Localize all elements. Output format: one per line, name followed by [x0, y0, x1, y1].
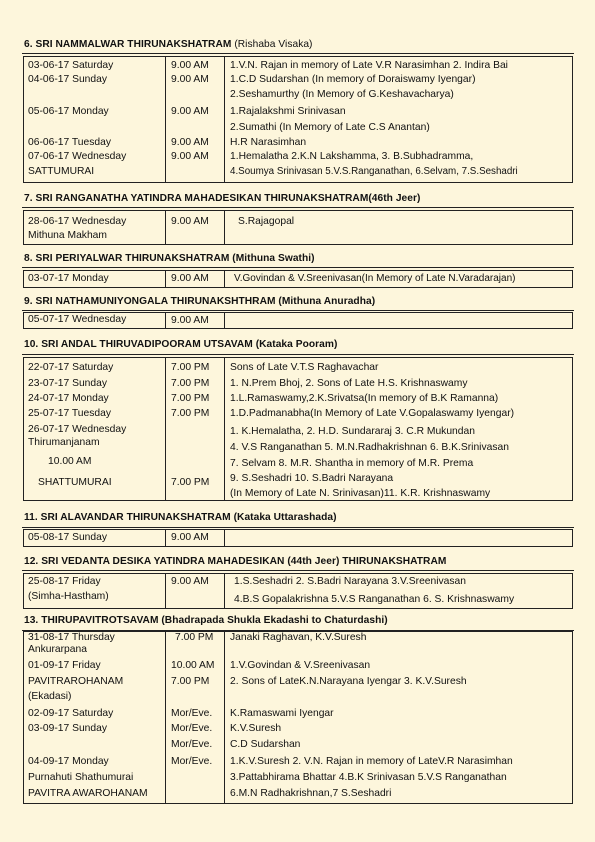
- sponsor-cell: 7. Selvam 8. M.R. Shantha in memory of M.R. Prema: [230, 458, 474, 469]
- sponsor-cell: H.R Narasimhan: [230, 137, 307, 148]
- time-cell: 7.00 PM: [171, 393, 210, 404]
- sponsor-cell: 1.C.D Sudarshan (In memory of Doraiswamy Iyengar): [230, 74, 476, 85]
- time-cell: 9.00 AM: [171, 74, 209, 85]
- date-cell: 25-07-17 Tuesday: [28, 408, 112, 419]
- sponsor-cell: 9. S.Seshadri 10. S.Badri Narayana: [230, 473, 394, 484]
- date-cell: 05-06-17 Monday: [28, 106, 109, 117]
- sponsor-cell: C.D Sudarshan: [230, 739, 301, 750]
- date-cell: 06-06-17 Tuesday: [28, 137, 112, 148]
- time-cell: 9.00 AM: [171, 106, 209, 117]
- sponsor-cell: Janaki Raghavan, K.V.Suresh: [230, 632, 367, 643]
- date-cell: PAVITRA AWAROHANAM: [28, 788, 148, 799]
- section-13-table: [23, 631, 573, 804]
- sponsor-cell: 6.M.N Radhakrishnan,7 S.Seshadri: [230, 788, 392, 799]
- section-12-title: [24, 556, 446, 567]
- sponsor-cell: Sons of Late V.T.S Raghavachar: [230, 362, 379, 373]
- section-11-table: [23, 529, 573, 547]
- sponsor-cell: 4. V.S Ranganathan 5. M.N.Radhakrishnan 6. B.K.Srinivasan: [230, 442, 509, 453]
- section-7-table: [23, 210, 573, 245]
- section-subtitle: (Rishaba Visaka): [234, 39, 313, 50]
- sponsor-cell: 1.S.Seshadri 2. S.Badri Narayana 3.V.Sreenivasan: [234, 576, 467, 587]
- section-title-text: 7. SRI RANGANATHA YATINDRA MAHADESIKAN THIRUNAKSHATRAM(46th Jeer): [24, 193, 421, 204]
- date-cell: 22-07-17 Saturday: [28, 362, 114, 373]
- time-cell: 9.00 AM: [171, 137, 209, 148]
- date-cell: 10.00 AM: [48, 456, 92, 467]
- sponsor-cell: 1.V.Govindan & V.Sreenivasan: [230, 660, 371, 671]
- date-cell: Thirumanjanam: [28, 437, 100, 448]
- date-cell: Purnahuti Shathumurai: [28, 772, 134, 783]
- sponsor-cell: 1.Rajalakshmi Srinivasan: [230, 106, 346, 117]
- section-title-text: 11. SRI ALAVANDAR THIRUNAKSHATRAM (Kataka Uttarashada): [24, 512, 337, 523]
- time-cell: Mor/Eve.: [171, 756, 213, 767]
- date-cell: 04-06-17 Sunday: [28, 74, 108, 85]
- section-title-text: 10. SRI ANDAL THIRUVADIPOORAM UTSAVAM (Kataka Pooram): [24, 339, 338, 350]
- time-cell: Mor/Eve.: [171, 723, 213, 734]
- section-11-title: [24, 512, 337, 523]
- section-9-title: [24, 296, 375, 307]
- time-cell: 9.00 AM: [171, 532, 209, 543]
- section-rule: [22, 527, 574, 528]
- section-10-title: [24, 339, 337, 350]
- section-6-title: [24, 39, 313, 50]
- date-cell: 05-08-17 Sunday: [28, 532, 108, 543]
- section-10-table: [23, 357, 573, 501]
- date-cell: 02-09-17 Saturday: [28, 708, 114, 719]
- date-cell: PAVITRAROHANAM: [28, 676, 124, 687]
- date-cell: 07-06-17 Wednesday: [28, 151, 127, 162]
- section-7-title: [24, 193, 420, 204]
- sponsor-cell: 1. K.Hemalatha, 2. H.D. Sundararaj 3. C.R Mukundan: [230, 426, 475, 437]
- sponsor-cell: 2.Sumathi (In Memory of Late C.S Anantan): [230, 122, 430, 133]
- date-cell: 24-07-17 Monday: [28, 393, 109, 404]
- date-cell: 23-07-17 Sunday: [28, 378, 108, 389]
- time-cell: 9.00 AM: [171, 60, 209, 71]
- sponsor-cell: 1.D.Padmanabha(In Memory of Late V.Gopalaswamy Iyengar): [230, 408, 515, 419]
- time-cell: 7.00 PM: [171, 408, 210, 419]
- section-6-table: [23, 56, 573, 183]
- section-12-table: [23, 573, 573, 609]
- sponsor-cell: S.Rajagopal: [238, 216, 295, 227]
- sponsor-cell: 1.V.N. Rajan in memory of Late V.R Narasimhan 2. Indira Bai: [230, 60, 508, 71]
- date-cell: 25-08-17 Friday: [28, 576, 101, 587]
- date-cell: SHATTUMURAI: [38, 477, 112, 488]
- date-cell: 03-07-17 Monday: [28, 273, 109, 284]
- sponsor-cell: 1.Hemalatha 2.K.N Lakshamma, 3. B.Subhadramma,: [230, 151, 474, 162]
- section-rule: [22, 53, 574, 54]
- section-rule: [22, 207, 574, 208]
- section-rule: [22, 570, 574, 571]
- section-rule: [22, 310, 574, 311]
- sponsor-cell: 2. Sons of LateK.N.Narayana Iyengar 3. K.V.Suresh: [230, 676, 467, 687]
- section-title-text: 8. SRI PERIYALWAR THIRUNAKSHATRAM (Mithuna Swathi): [24, 253, 315, 264]
- sponsor-cell: 4.Soumya Srinivasan 5.V.S.Ranganathan, 6.Selvam, 7.S.Seshadri: [230, 166, 518, 177]
- time-cell: 9.00 AM: [171, 576, 209, 587]
- sponsor-cell: K.V.Suresh: [230, 723, 282, 734]
- sponsor-cell: K.Ramaswami Iyengar: [230, 708, 334, 719]
- sponsor-cell: 4.B.S Gopalakrishna 5.V.S Ranganathan 6. S. Krishnaswamy: [234, 594, 515, 605]
- section-title-text: 9. SRI NATHAMUNIYONGALA THIRUNAKSHTHRAM (Mithuna Anuradha): [24, 296, 376, 307]
- time-cell: Mor/Eve.: [171, 708, 213, 719]
- section-rule: [22, 354, 574, 355]
- time-cell: 7.00 PM: [171, 378, 210, 389]
- date-cell: 31-08-17 Thursday: [28, 632, 115, 643]
- time-cell: Mor/Eve.: [171, 739, 213, 750]
- date-cell: 03-06-17 Saturday: [28, 60, 114, 71]
- section-title-text: 13. THIRUPAVITROTSAVAM (Bhadrapada Shukla Ekadashi to Chaturdashi): [24, 615, 388, 626]
- time-cell: 7.00 PM: [175, 632, 214, 643]
- section-title-text: 6. SRI NAMMALWAR THIRUNAKSHATRAM: [24, 39, 232, 50]
- time-cell: 9.00 AM: [171, 273, 209, 284]
- sponsor-cell: 1.L.Ramaswamy,2.K.Srivatsa(In memory of B.K Ramanna): [230, 393, 499, 404]
- time-cell: 7.00 PM: [171, 477, 210, 488]
- sponsor-cell: 1. N.Prem Bhoj, 2. Sons of Late H.S. Krishnaswamy: [230, 378, 468, 389]
- section-8-title: [24, 253, 315, 264]
- date-cell: (Ekadasi): [28, 691, 72, 702]
- time-cell: 9.00 AM: [171, 151, 209, 162]
- date-cell: 05-07-17 Wednesday: [28, 314, 127, 325]
- sponsor-cell: V.Govindan & V.Sreenivasan(In Memory of Late N.Varadarajan): [234, 273, 516, 284]
- date-cell: 26-07-17 Wednesday: [28, 424, 127, 435]
- date-cell: 28-06-17 Wednesday: [28, 216, 127, 227]
- sponsor-cell: (In Memory of Late N. Srinivasan)11. K.R. Krishnaswamy: [230, 488, 491, 499]
- date-cell: (Simha-Hastham): [28, 591, 109, 602]
- section-rule: [22, 267, 574, 268]
- time-cell: 9.00 AM: [171, 315, 209, 326]
- time-cell: 9.00 AM: [171, 216, 209, 227]
- time-cell: 10.00 AM: [171, 660, 215, 671]
- section-title-text: 12. SRI VEDANTA DESIKA YATINDRA MAHADESIKAN (44th Jeer) THIRUNAKSHATRAM: [24, 556, 447, 567]
- sponsor-cell: 1.K.V.Suresh 2. V.N. Rajan in memory of LateV.R Narasimhan: [230, 756, 513, 767]
- sponsor-cell: 3.Pattabhirama Bhattar 4.B.K Srinivasan 5.V.S Ranganathan: [230, 772, 507, 783]
- section-9-table: [23, 312, 573, 329]
- date-cell: 01-09-17 Friday: [28, 660, 101, 671]
- time-cell: 7.00 PM: [171, 362, 210, 373]
- date-cell: Mithuna Makham: [28, 230, 107, 241]
- date-cell: SATTUMURAI: [28, 166, 95, 177]
- section-13-title: [24, 615, 388, 626]
- date-cell: 03-09-17 Sunday: [28, 723, 108, 734]
- sponsor-cell: 2.Seshamurthy (In Memory of G.Keshavacharya): [230, 89, 454, 100]
- time-cell: 7.00 PM: [171, 676, 210, 687]
- date-cell: Ankurarpana: [28, 644, 87, 655]
- section-8-table: [23, 270, 573, 288]
- date-cell: 04-09-17 Monday: [28, 756, 109, 767]
